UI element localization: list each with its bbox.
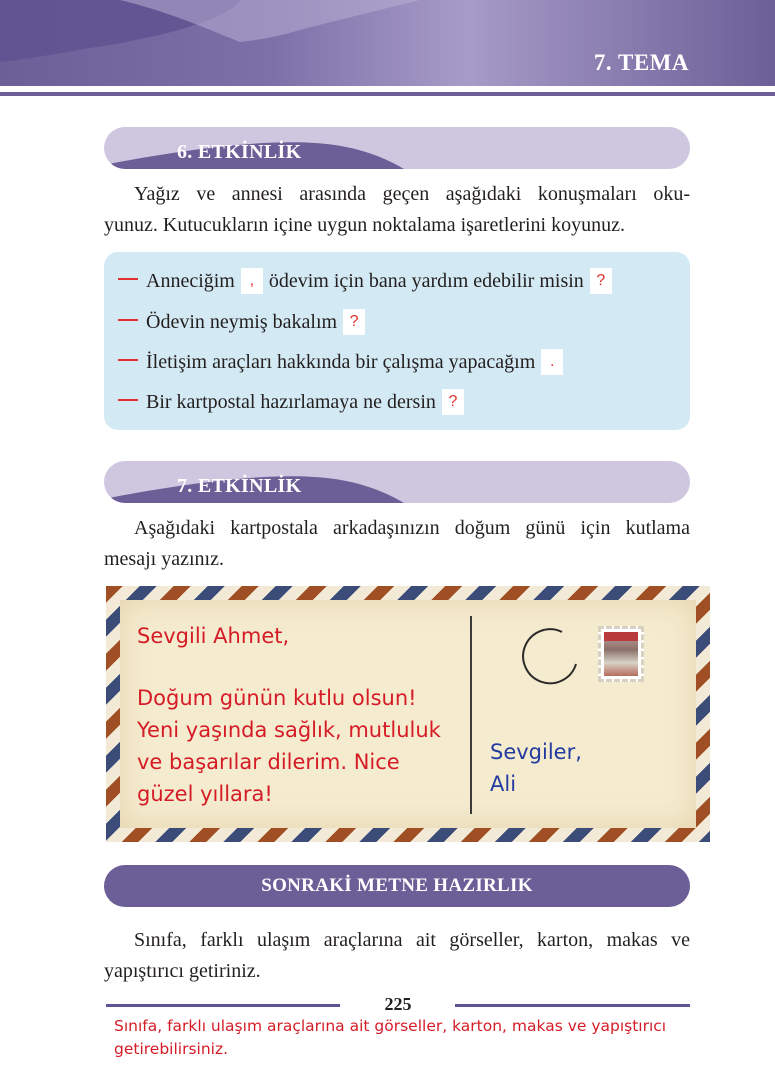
dialog-line-3 [118,347,569,377]
answer-note-line-1: Sınıfa, farklı ulaşım araçlarına ait görseller, karton, makas ve yapıştırıcı [114,1017,667,1035]
dialog-line-1-text-b: ödevim için bana yardım edebilir misin [268,269,584,292]
postcard-signature: Ali [490,772,517,796]
next-text-instruction-line-2: yapıştırıcı getiriniz. [104,960,261,982]
footer-line-left [106,1004,340,1007]
postcard-message-line-4: güzel yıllara! [137,782,273,806]
answer-note-line-2: getirebilirsiniz. [114,1040,229,1058]
activity-7-instruction-line-1: Aşağıdaki kartpostala arkadaşınızın doğum günü için kutlama [134,517,690,539]
theme-title: 7. TEMA [593,50,689,75]
dialog-line-4 [118,387,470,417]
dialog-line-1 [118,266,618,296]
dialog-dash-4 [118,399,138,401]
postcard-message-line-2: Yeni yaşında sağlık, mutluluk [137,718,441,742]
activity-7-header [104,461,690,503]
postage-stamp-icon [598,626,644,682]
answer-note [114,1015,704,1061]
punctuation-box-2[interactable]: ? [343,309,365,335]
postcard [106,586,710,842]
next-text-header: SONRAKİ METNE HAZIRLIK [104,865,690,907]
dialog-line-4-text: Bir kartpostal hazırlamaya ne dersin [146,390,436,413]
dialog-dash-1 [118,278,138,280]
postcard-body [120,600,696,828]
activity-6-title: 6. ETKİNLİK [177,141,302,163]
next-text-instruction [104,925,690,987]
postmark-circle-icon [518,624,582,688]
punctuation-box-1b[interactable]: ? [590,268,612,294]
dialog-dash-3 [118,359,138,361]
page-header [0,0,775,100]
dialog-box [104,252,690,430]
postcard-message-line-3: ve başarılar dilerim. Nice [137,750,400,774]
activity-6-instruction-line-1: Yağız ve annesi arasında geçen aşağıdaki konuşmaları oku- [134,183,690,205]
activity-7-instruction-line-2: mesajı yazınız. [104,548,224,570]
activity-6-instruction [104,179,690,241]
next-text-instruction-line-1: Sınıfa, farklı ulaşım araçlarına ait görseller, karton, makas ve [134,929,690,951]
dialog-line-2-text: Ödevin neymiş bakalım [146,310,338,333]
dialog-line-3-text: İletişim araçları hakkında bir çalışma yapacağım [146,350,536,373]
postcard-message-line-1: Doğum günün kutlu olsun! [137,686,417,710]
postcard-greeting: Sevgili Ahmet, [137,624,290,648]
stamp-picture [604,632,638,676]
dialog-dash-2 [118,319,138,321]
activity-6-instruction-line-2: yunuz. Kutucukların içine uygun noktalama işaretlerini koyunuz. [104,214,625,236]
stamp-header-band [604,632,638,641]
footer-line-right [455,1004,690,1007]
punctuation-box-4[interactable]: ? [442,389,464,415]
activity-7-instruction [104,513,690,575]
punctuation-box-3[interactable]: . [541,349,563,375]
activity-6-header [104,127,690,169]
dialog-line-2 [118,307,371,337]
postcard-divider [470,616,472,814]
postcard-closing: Sevgiler, [490,740,582,764]
activity-7-title: 7. ETKİNLİK [177,475,302,497]
punctuation-box-1a[interactable]: , [241,268,263,294]
dialog-line-1-text-a: Anneciğim [146,269,235,292]
page-number: 225 [384,994,412,1014]
